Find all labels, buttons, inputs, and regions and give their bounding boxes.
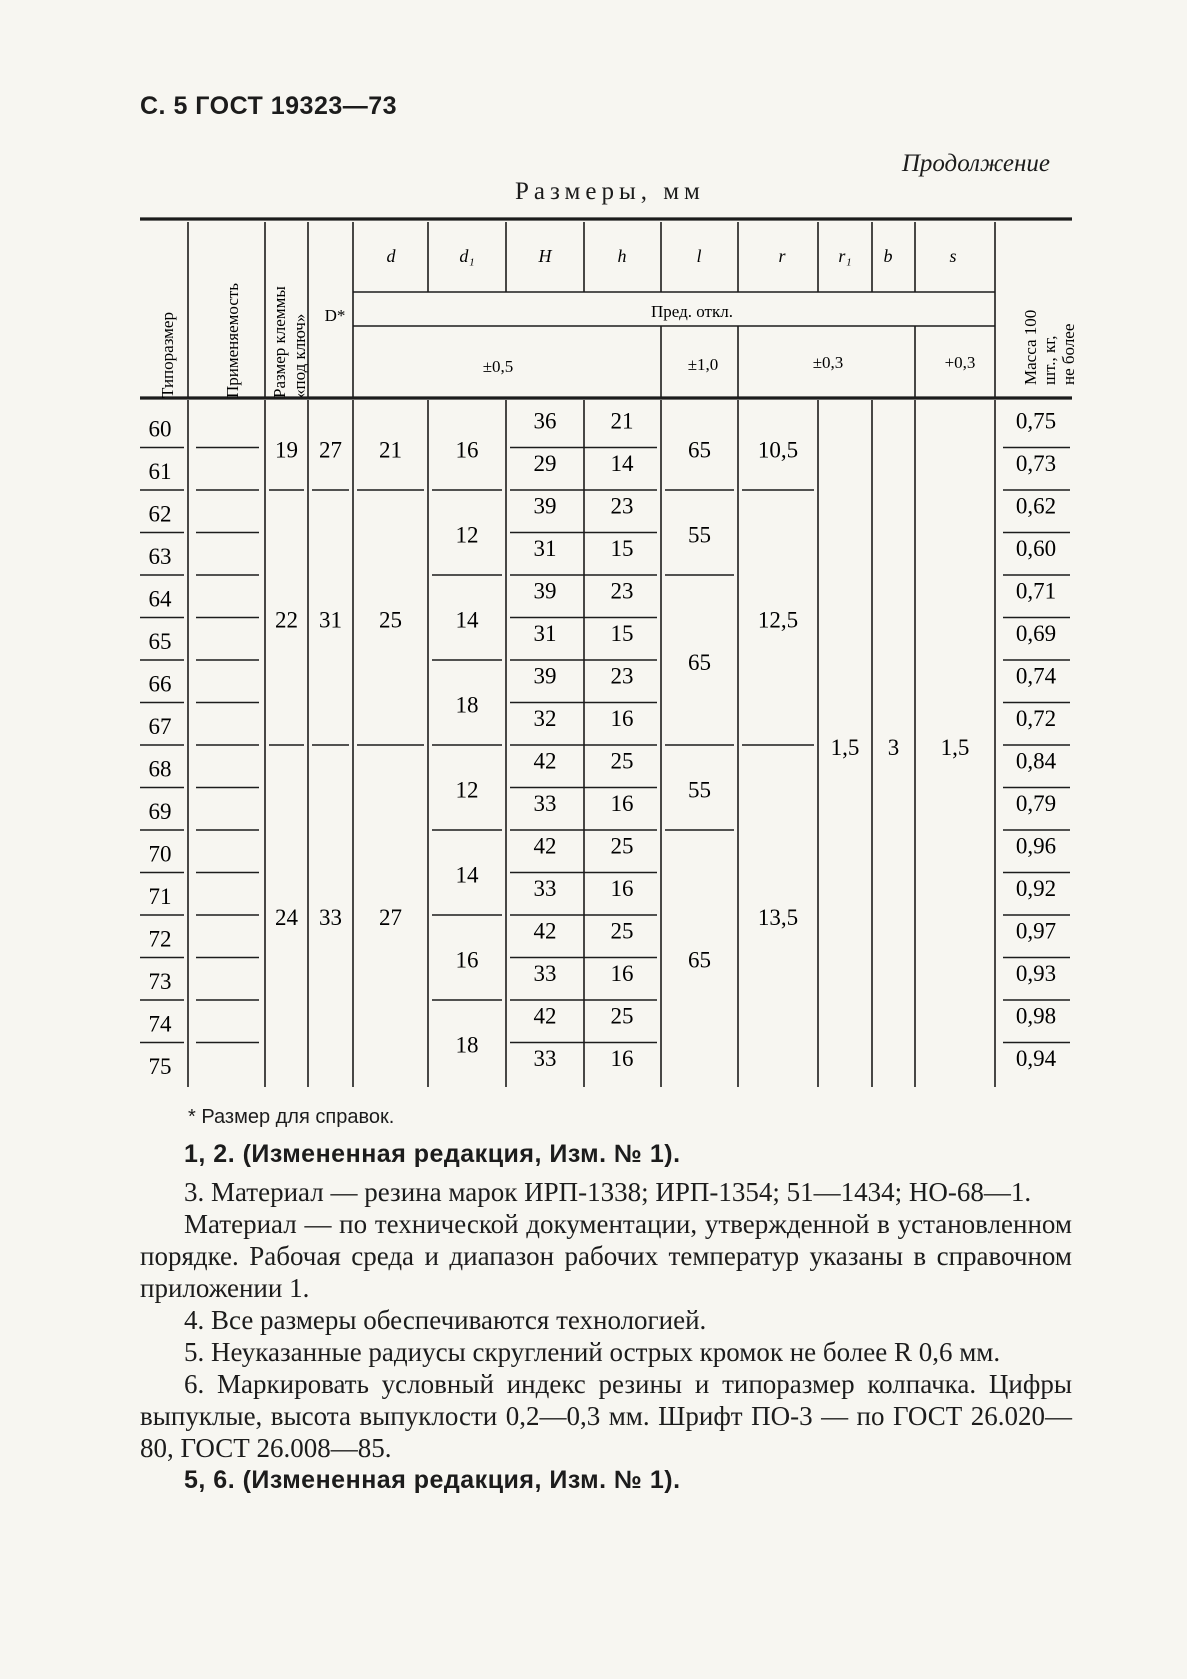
col-d: d bbox=[386, 246, 396, 266]
d-cell: 21 bbox=[379, 437, 402, 463]
r1-cell: 1,5 bbox=[830, 735, 860, 760]
col-r: r bbox=[778, 246, 786, 266]
tiporazmer-cell: 74 bbox=[148, 1011, 172, 1037]
klemma-cell: 24 bbox=[275, 905, 298, 930]
H-cell: 42 bbox=[533, 748, 557, 774]
massa-cell: 0,94 bbox=[1015, 1045, 1057, 1071]
col-h: h bbox=[617, 246, 627, 266]
col-H: H bbox=[538, 246, 552, 266]
tiporazmer-cell: 66 bbox=[148, 671, 172, 697]
H-cell: 42 bbox=[533, 833, 557, 859]
h-cell: 14 bbox=[610, 450, 634, 476]
massa-cell: 0,93 bbox=[1015, 960, 1057, 986]
d1-cell: 12 bbox=[455, 777, 479, 803]
D-cell: 27 bbox=[319, 437, 342, 463]
H-cell: 29 bbox=[533, 450, 557, 476]
units-caption: Размеры, мм bbox=[515, 178, 705, 205]
tolerance-pm10: ±1,0 bbox=[687, 355, 719, 374]
H-cell: 32 bbox=[533, 705, 557, 731]
massa-cell: 0,96 bbox=[1015, 833, 1057, 859]
continuation-label: Продолжение bbox=[901, 150, 1050, 177]
h-cell: 16 bbox=[610, 790, 634, 816]
para-sizes: 4. Все размеры обеспечиваются технологией. bbox=[184, 1305, 707, 1335]
D-cell: 33 bbox=[319, 905, 342, 930]
col-d1: d₁ bbox=[459, 246, 475, 266]
tolerance-pm05: ±0,5 bbox=[482, 357, 514, 376]
h-cell: 21 bbox=[610, 408, 634, 434]
d1-cell: 18 bbox=[455, 692, 479, 718]
h-cell: 25 bbox=[610, 748, 634, 774]
h-cell: 16 bbox=[610, 960, 634, 986]
col-D: D* bbox=[324, 306, 346, 325]
H-cell: 36 bbox=[533, 408, 557, 434]
h-cell: 25 bbox=[610, 833, 634, 859]
massa-cell: 0,92 bbox=[1015, 875, 1057, 901]
massa-cell: 0,98 bbox=[1015, 1003, 1057, 1029]
h-cell: 23 bbox=[610, 578, 634, 604]
klemma-cell: 22 bbox=[275, 607, 298, 633]
pred-otkl-label: Пред. откл. bbox=[651, 302, 733, 321]
tiporazmer-cell: 64 bbox=[148, 586, 172, 612]
col-klemma-line1: Размер клеммы bbox=[270, 286, 289, 398]
tiporazmer-cell: 62 bbox=[148, 501, 172, 527]
l-cell: 55 bbox=[688, 777, 711, 803]
massa-cell: 0,71 bbox=[1015, 578, 1057, 604]
tolerance-p03: +0,3 bbox=[944, 353, 976, 372]
l-cell: 65 bbox=[688, 650, 711, 675]
H-cell: 39 bbox=[533, 578, 557, 604]
h-cell: 16 bbox=[610, 705, 634, 731]
tiporazmer-cell: 68 bbox=[148, 756, 172, 782]
tiporazmer-cell: 65 bbox=[148, 628, 172, 654]
d1-cell: 16 bbox=[455, 947, 479, 973]
d1-cell: 18 bbox=[455, 1032, 479, 1058]
d-cell: 25 bbox=[379, 607, 402, 633]
H-cell: 31 bbox=[533, 620, 557, 646]
D-cell: 31 bbox=[319, 607, 342, 633]
H-cell: 33 bbox=[533, 790, 557, 816]
col-massa-line2: шт., кг, bbox=[1040, 335, 1059, 385]
massa-cell: 0,73 bbox=[1015, 450, 1057, 476]
H-cell: 33 bbox=[533, 960, 557, 986]
body-text bbox=[140, 1138, 1072, 1496]
para-edit-note-1: 1, 2. (Измененная редакция, Изм. № 1). bbox=[184, 1140, 681, 1168]
col-massa-line1: Масса 100 bbox=[1021, 309, 1040, 385]
para-edit-note-2: 5, 6. (Измененная редакция, Изм. № 1). bbox=[184, 1466, 681, 1494]
tiporazmer-cell: 71 bbox=[148, 883, 172, 909]
tiporazmer-cell: 73 bbox=[148, 968, 172, 994]
massa-cell: 0,62 bbox=[1015, 493, 1057, 519]
b-cell: 3 bbox=[887, 735, 900, 760]
col-primenyaemost: Применяемость bbox=[223, 282, 242, 398]
r-cell: 13,5 bbox=[757, 905, 799, 930]
H-cell: 42 bbox=[533, 918, 557, 944]
col-klemma-line2: «под ключ» bbox=[290, 313, 309, 398]
tiporazmer-cell: 63 bbox=[148, 543, 172, 569]
H-cell: 33 bbox=[533, 875, 557, 901]
col-l: l bbox=[696, 246, 702, 266]
h-cell: 23 bbox=[610, 493, 634, 519]
massa-cell: 0,60 bbox=[1015, 535, 1057, 561]
tiporazmer-cell: 69 bbox=[148, 798, 172, 824]
d1-cell: 16 bbox=[455, 437, 479, 463]
l-cell: 65 bbox=[688, 437, 711, 463]
para-radii: 5. Неуказанные радиусы скруглений острых кромок не более R 0,6 мм. bbox=[184, 1337, 1001, 1367]
l-cell: 65 bbox=[688, 947, 711, 973]
H-cell: 33 bbox=[533, 1045, 557, 1071]
h-cell: 25 bbox=[610, 918, 634, 944]
tiporazmer-cell: 70 bbox=[148, 841, 172, 867]
klemma-cell: 19 bbox=[275, 437, 298, 463]
col-tiporazmer: Типоразмер bbox=[158, 312, 177, 398]
s-cell: 1,5 bbox=[940, 735, 970, 760]
para-marking: 6. Маркировать условный индекс резины и типоразмер колпачка. Цифры выпуклые, высота выпуклости 0,2—0,3 мм. Шрифт ПО-3 — по ГОСТ 26.020—80, ГОСТ 26.008—85. bbox=[140, 1369, 1072, 1463]
footnote: * Размер для справок. bbox=[188, 1106, 395, 1128]
H-cell: 39 bbox=[533, 663, 557, 689]
massa-cell: 0,74 bbox=[1015, 663, 1057, 689]
l-cell: 55 bbox=[688, 522, 711, 548]
h-cell: 23 bbox=[610, 663, 634, 689]
massa-cell: 0,84 bbox=[1015, 748, 1057, 774]
para-material: 3. Материал — резина марок ИРП-1338; ИРП-1354; 51—1434; НО-68—1. bbox=[184, 1177, 1032, 1207]
H-cell: 39 bbox=[533, 493, 557, 519]
r-cell: 12,5 bbox=[757, 607, 799, 633]
H-cell: 31 bbox=[533, 535, 557, 561]
H-cell: 42 bbox=[533, 1003, 557, 1029]
col-b: b bbox=[883, 246, 893, 266]
h-cell: 25 bbox=[610, 1003, 634, 1029]
massa-cell: 0,97 bbox=[1015, 918, 1057, 944]
col-massa-line3: не более bbox=[1059, 323, 1078, 385]
tiporazmer-cell: 72 bbox=[148, 926, 172, 952]
h-cell: 15 bbox=[610, 535, 634, 561]
massa-cell: 0,72 bbox=[1015, 705, 1057, 731]
page-header: С. 5 ГОСТ 19323—73 bbox=[140, 92, 398, 120]
h-cell: 16 bbox=[610, 875, 634, 901]
tiporazmer-cell: 67 bbox=[148, 713, 172, 739]
col-s: s bbox=[949, 246, 957, 266]
massa-cell: 0,69 bbox=[1015, 620, 1057, 646]
tolerance-pm03: ±0,3 bbox=[812, 353, 844, 372]
tiporazmer-cell: 60 bbox=[148, 416, 172, 442]
d1-cell: 14 bbox=[455, 607, 479, 633]
r-cell: 10,5 bbox=[757, 437, 799, 463]
massa-cell: 0,79 bbox=[1015, 790, 1057, 816]
tiporazmer-cell: 75 bbox=[148, 1053, 172, 1079]
h-cell: 15 bbox=[610, 620, 634, 646]
massa-cell: 0,75 bbox=[1015, 408, 1057, 434]
col-r1: r₁ bbox=[838, 246, 852, 266]
d-cell: 27 bbox=[379, 905, 402, 930]
d1-cell: 14 bbox=[455, 862, 479, 888]
h-cell: 16 bbox=[610, 1045, 634, 1071]
d1-cell: 12 bbox=[455, 522, 479, 548]
tiporazmer-cell: 61 bbox=[148, 458, 172, 484]
para-material-doc: Материал — по технической документации, утвержденной в установленном порядке. Рабочая среда и диапазон рабочих температур указаны в справочном приложении 1. bbox=[140, 1209, 1072, 1303]
